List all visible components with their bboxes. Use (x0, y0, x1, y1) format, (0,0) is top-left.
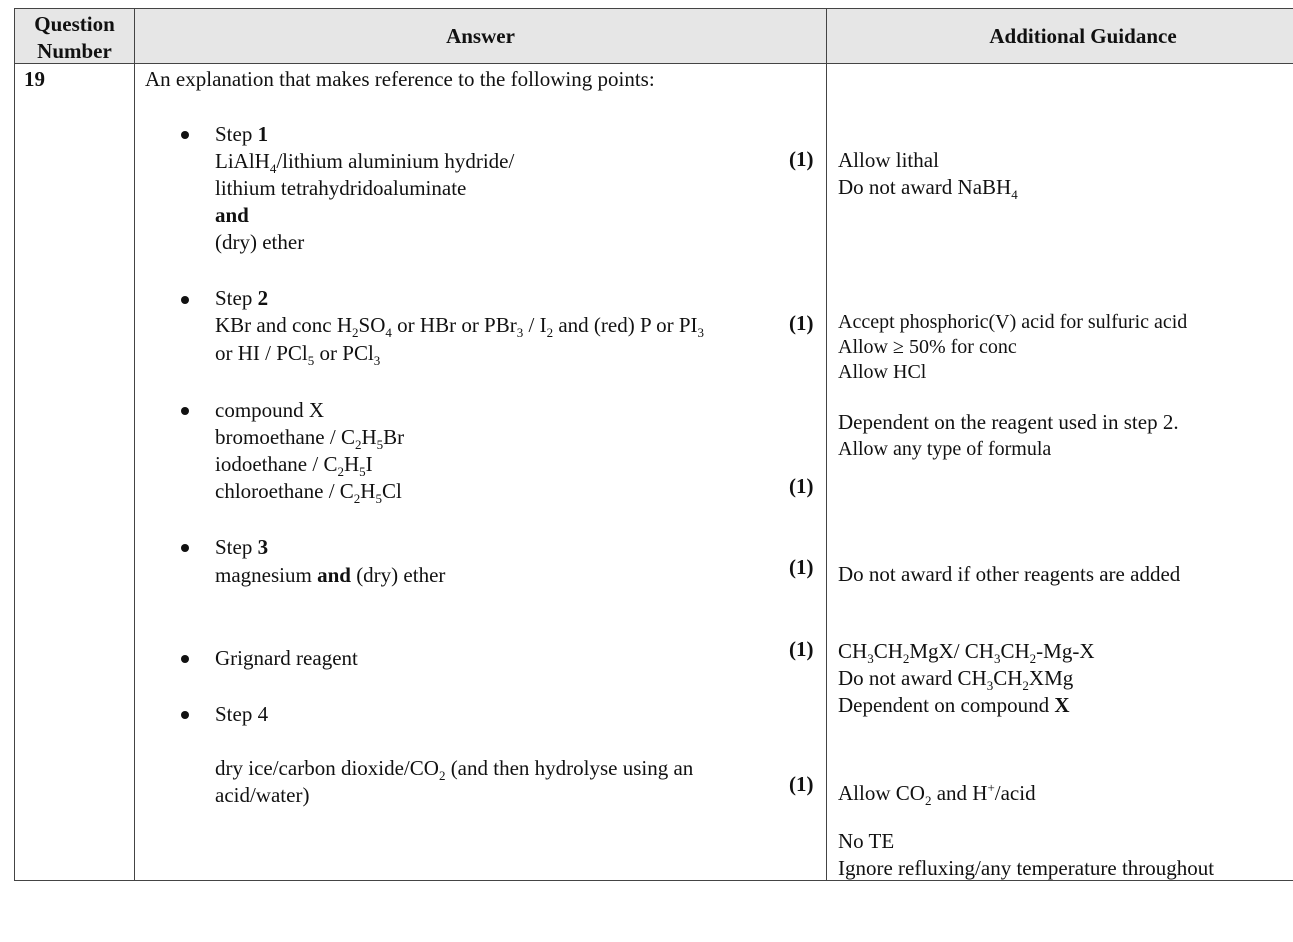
compoundX-mark: (1) (789, 474, 814, 498)
bullet-icon (181, 544, 189, 552)
column-divider-1 (134, 8, 135, 881)
bullet-icon (181, 296, 189, 304)
question-number: 19 (24, 67, 45, 91)
step2-line2: or HI / PCl$_5$ or PCl$_3$ (215, 341, 381, 369)
step3-line: magnesium and (dry) ether (215, 563, 446, 587)
header-answer: Answer (446, 24, 515, 48)
step2-guidance-3: Allow HCl (838, 361, 927, 383)
step1-mark: (1) (789, 147, 814, 171)
step1-line2: lithium tetrahydridoaluminate (215, 176, 467, 200)
step1-guidance-2: Do not award NaBH$_4$ (838, 175, 1018, 203)
compoundX-chloroethane: chloroethane / $C_2H_5Cl$ (215, 479, 402, 507)
header-question-number: Question Number (34, 12, 115, 63)
step4-guidance-1: Allow $CO_2$ and H+/acid (838, 780, 1036, 809)
step2-mark: (1) (789, 311, 814, 335)
step4-label: Step 4 (215, 702, 269, 726)
column-divider-2 (826, 8, 827, 881)
compoundX-guidance-1: Dependent on the reagent used in step 2. (838, 410, 1179, 434)
grignard-guidance-2: Do not award $CH_3CH_2XMg$ (838, 666, 1074, 694)
compoundX-label: compound X (215, 398, 325, 422)
table-left-border (14, 8, 15, 881)
step1-line1: LiAlH$_4$/lithium aluminium hydride/ (215, 149, 515, 177)
bullet-icon (181, 711, 189, 719)
step3-label: Step 3 (215, 535, 269, 559)
step4-guidance-3: Ignore refluxing/any temperature throughout (838, 856, 1215, 880)
step1-label: Step 1 (215, 122, 269, 146)
grignard-guidance-1: $CH_3CH_2MgX/$ $CH_3CH_2-Mg-X$ (838, 639, 1095, 667)
intro-text: An explanation that makes reference to the following points: (145, 67, 655, 91)
compoundX-iodoethane: iodoethane / $C_2H_5I$ (215, 452, 373, 480)
step1-and: and (215, 203, 249, 227)
step2-line1: KBr and conc $H_2SO_4$ or HBr or $PBr_3 / I_2$ and (red) P or $PI_3$ (215, 313, 705, 341)
grignard-label: Grignard reagent (215, 646, 358, 670)
grignard-guidance-3: Dependent on compound X (838, 693, 1070, 717)
step1-line3: (dry) ether (215, 230, 305, 254)
step1-guidance-1: Allow lithal (838, 148, 939, 172)
step3-mark: (1) (789, 555, 814, 579)
step2-guidance-2: Allow ≥ 50% for conc (838, 336, 1017, 358)
header-guidance: Additional Guidance (989, 24, 1177, 48)
bullet-icon (181, 655, 189, 663)
step3-guidance-1: Do not award if other reagents are added (838, 562, 1181, 586)
step4-guidance-2: No TE (838, 829, 895, 853)
header-bottom-border (15, 63, 1293, 64)
compoundX-bromoethane: bromoethane / $C_2H_5Br$ (215, 425, 405, 453)
step4-line2: acid/water) (215, 783, 310, 807)
bullet-icon (181, 131, 189, 139)
step2-guidance-1: Accept phosphoric(V) acid for sulfuric acid (838, 311, 1188, 333)
step4-line1: dry ice/carbon dioxide/$CO_2$ (and then hydrolyse using an (215, 756, 694, 784)
table-top-border (15, 8, 1293, 9)
compoundX-guidance-2: Allow any type of formula (838, 438, 1052, 460)
grignard-mark: (1) (789, 637, 814, 661)
step4-mark: (1) (789, 772, 814, 796)
bullet-icon (181, 407, 189, 415)
step2-label: Step 2 (215, 286, 269, 310)
